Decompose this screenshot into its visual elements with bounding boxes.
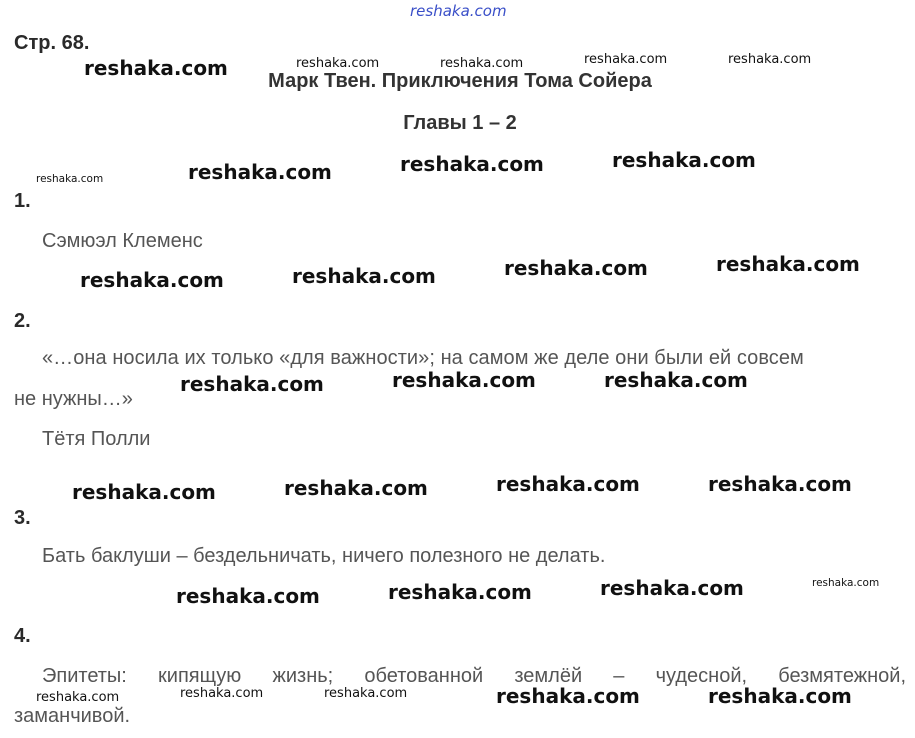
watermark-text: reshaka.com <box>392 368 536 392</box>
watermark-text: reshaka.com <box>324 686 408 701</box>
answer-text: Тётя Полли <box>42 428 151 450</box>
answer-number: 2. <box>14 310 31 332</box>
watermark-text: reshaka.com <box>292 264 436 288</box>
answer-number: 4. <box>14 625 31 647</box>
watermark-text: reshaka.com <box>716 252 860 276</box>
answer-text: заманчивой. <box>14 705 131 727</box>
page-title: Марк Твен. Приключения Тома Сойера <box>268 70 652 92</box>
watermark-text: reshaka.com <box>84 56 228 80</box>
watermark-text: reshaka.com <box>504 256 648 280</box>
watermark-text: reshaka.com <box>72 480 216 504</box>
answer-text: Бать баклуши – бездельничать, ничего полезного не делать. <box>42 545 606 567</box>
watermark-text: reshaka.com <box>812 577 880 589</box>
watermark-text: reshaka.com <box>400 152 544 176</box>
answer-number: 3. <box>14 507 31 529</box>
watermark-text: reshaka.com <box>600 576 744 600</box>
watermark-text: reshaka.com <box>612 148 756 172</box>
answer-number: 1. <box>14 190 31 212</box>
watermark-text: reshaka.com <box>604 368 748 392</box>
quote-line: «…она носила их только «для важности»; на самом же деле они были ей совсем <box>42 347 804 369</box>
answer-text: Эпитеты: кипящую жизнь; обетованной землёй – чудесной, безмятежной, <box>42 665 906 687</box>
watermark-text: reshaka.com <box>296 56 380 71</box>
answer-text: Сэмюэл Клеменс <box>42 230 203 252</box>
watermark-text: reshaka.com <box>708 684 852 708</box>
watermark-text: reshaka.com <box>496 472 640 496</box>
watermark-text: reshaka.com <box>284 476 428 500</box>
watermark-text: reshaka.com <box>496 684 640 708</box>
site-watermark-top: reshaka.com <box>410 2 507 20</box>
watermark-text: reshaka.com <box>388 580 532 604</box>
watermark-text: reshaka.com <box>440 56 524 71</box>
watermark-text: reshaka.com <box>36 173 104 185</box>
watermark-text: reshaka.com <box>180 372 324 396</box>
watermark-text: reshaka.com <box>708 472 852 496</box>
page-reference: Стр. 68. <box>14 32 90 54</box>
watermark-text: reshaka.com <box>728 52 812 67</box>
quote-line: не нужны…» <box>14 388 133 410</box>
watermark-text: reshaka.com <box>176 584 320 608</box>
watermark-text: reshaka.com <box>80 268 224 292</box>
watermark-text: reshaka.com <box>180 686 264 701</box>
watermark-text: reshaka.com <box>188 160 332 184</box>
watermark-text: reshaka.com <box>36 690 120 705</box>
watermark-text: reshaka.com <box>584 52 668 67</box>
page-subtitle: Главы 1 – 2 <box>403 112 517 134</box>
